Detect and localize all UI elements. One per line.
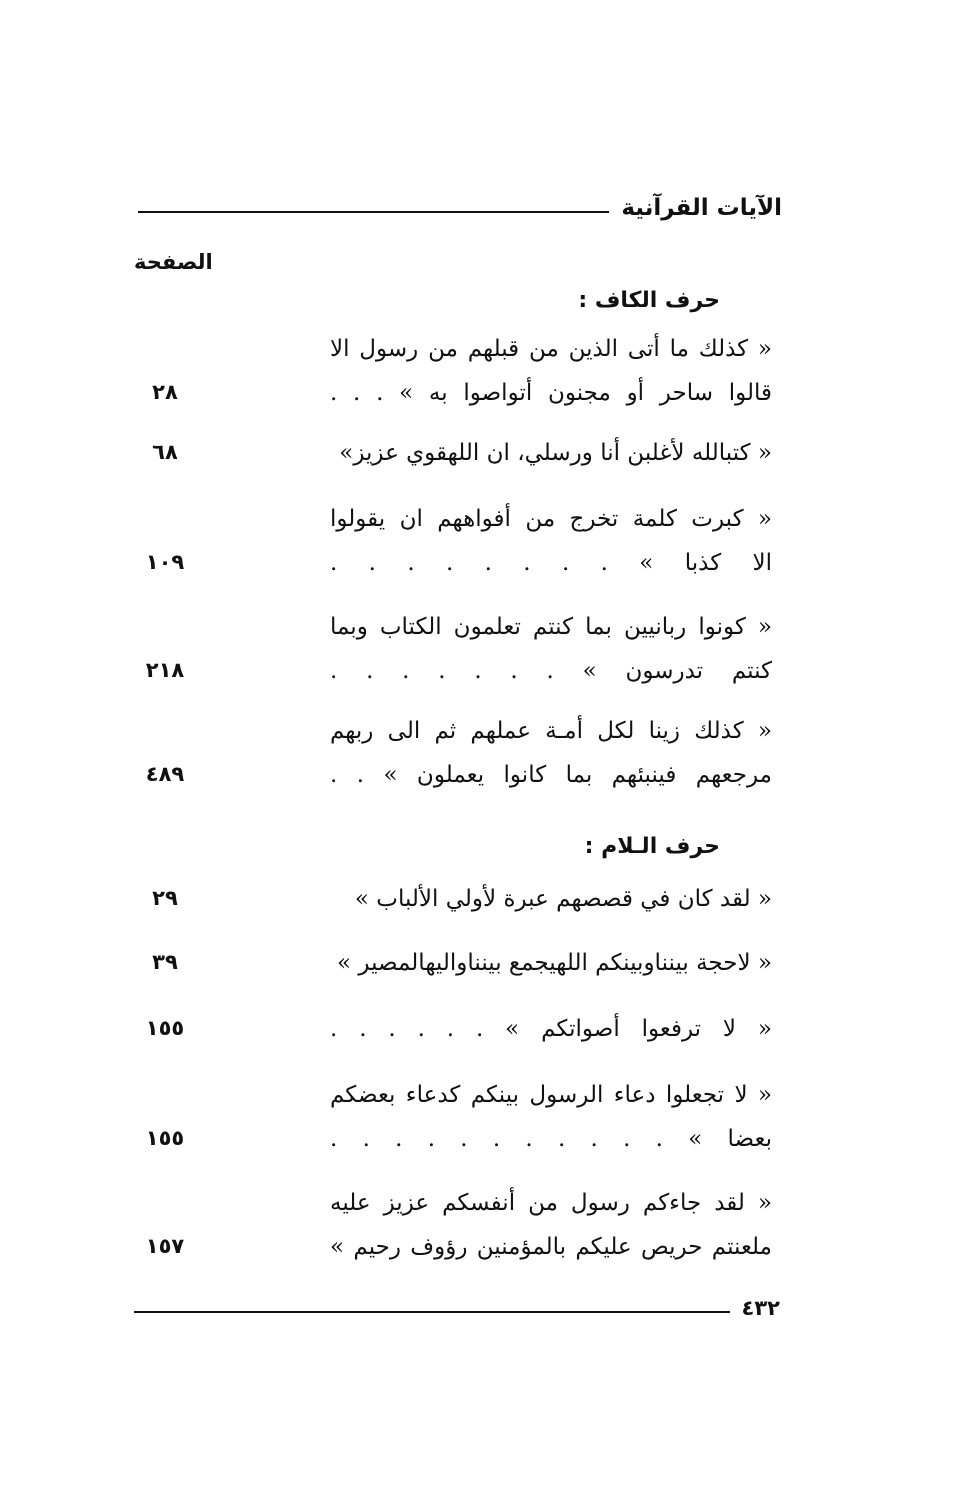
verse-line: « كبرت كلمة تخرج من أفواههم ان يقولوا <box>330 506 772 532</box>
page-column-label: الصفحة <box>134 250 213 274</box>
page-reference: ٦٨ <box>152 440 178 464</box>
verse-line: « كتبالله لأغلبن أنا ورسلي، ان اللهقوي عزيز» <box>339 440 772 466</box>
page-reference: ٢٩ <box>152 886 178 910</box>
page-reference: ٢١٨ <box>145 658 185 682</box>
verse-line: « لا ترفعوا أصواتكم » . . . . . . <box>330 1016 772 1042</box>
page-reference: ٣٩ <box>152 950 178 974</box>
section-heading-lam: حرف الـلام : <box>584 834 720 859</box>
verse-line: « كذلك ما أتى الذين من قبلهم من رسول الا <box>330 336 772 362</box>
verse-line: « لقد جاءكم رسول من أنفسكم عزيز عليه <box>330 1190 772 1216</box>
page-number: ٤٣٢ <box>741 1296 780 1320</box>
verse-line: مرجعهم فينبئهم بما كانوا يعملون » . . <box>330 762 772 788</box>
page-reference: ١٥٧ <box>145 1234 185 1258</box>
page-reference: ١٠٩ <box>145 550 185 574</box>
verse-line: قالوا ساحر أو مجنون أتواصوا به » . . . <box>330 380 772 406</box>
verse-line: الا كذبا » . . . . . . . . <box>330 550 772 576</box>
verse-line: « لقد كان في قصصهم عبرة لأولي الألباب » <box>354 886 772 912</box>
verse-line: « لاحجة بينناوبينكم اللهيجمع بينناواليهالمصير » <box>337 950 772 976</box>
verse-line: ملعنتم حريص عليكم بالمؤمنين رؤوف رحيم » <box>330 1234 772 1260</box>
section-heading-kaf: حرف الكاف : <box>578 288 720 313</box>
verse-line: بعضا » . . . . . . . . . . . <box>330 1126 772 1152</box>
page-reference: ١٥٥ <box>145 1126 185 1150</box>
page-reference: ٤٨٩ <box>145 762 185 786</box>
header-rule <box>138 211 609 213</box>
running-header <box>138 188 782 228</box>
verse-line: « لا تجعلوا دعاء الرسول بينكم كدعاء بعضكم <box>330 1082 772 1108</box>
verse-line: « كونوا ربانيين بما كنتم تعلمون الكتاب وبما <box>330 614 772 640</box>
page-reference: ٢٨ <box>152 380 178 404</box>
footer-rule <box>134 1311 730 1313</box>
verse-line: « كذلك زينا لكل أمـة عملهم ثم الى ربهم <box>330 718 772 744</box>
running-header-title: الآيات القرآنية <box>621 195 782 221</box>
page-footer <box>134 1290 780 1326</box>
verse-line: كنتم تدرسون » . . . . . . . <box>330 658 772 684</box>
page-reference: ١٥٥ <box>145 1016 185 1040</box>
